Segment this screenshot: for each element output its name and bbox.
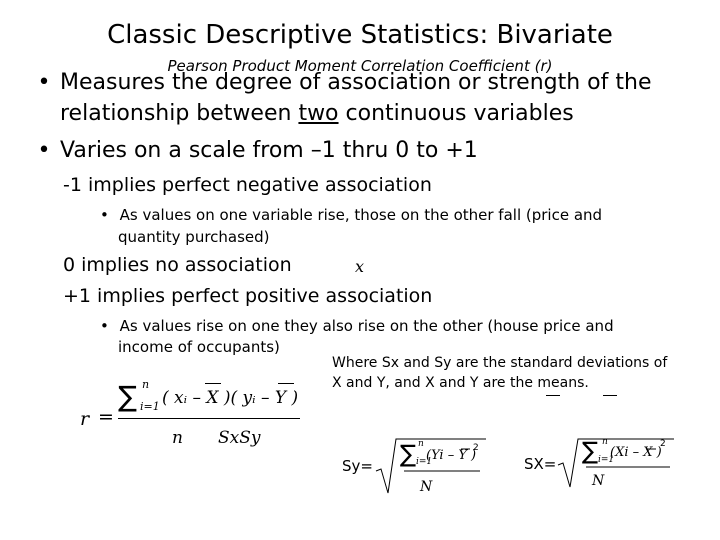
bullet-measures-line1: Measures the degree of association or strength of the (60, 70, 652, 95)
sx-term: (Xi – X ) (610, 445, 662, 460)
underlined-two: two (298, 101, 339, 126)
bullet-dot-icon: • (37, 70, 51, 95)
r-denominator-s: SxSy (218, 428, 261, 448)
formula-sy (340, 435, 490, 505)
line2-post: continuous variables (338, 101, 574, 126)
sy-power: 2 (473, 443, 479, 453)
r-denominator-n: n (172, 428, 183, 448)
sx-sigma-icon: ∑ (582, 437, 599, 465)
r-numerator: ( xᵢ – X )( yᵢ – Y ) (162, 388, 299, 408)
r-y-bar (278, 383, 294, 384)
bullet-scale-text: Varies on a scale from –1 thru 0 to +1 (60, 138, 478, 163)
r-sigma-upper: n (142, 378, 150, 391)
sy-lhs: Sy= (342, 457, 373, 475)
slide-subtitle: Pearson Product Moment Correlation Coefficient (r) (167, 57, 553, 75)
sy-sigma-lower: i=1 (416, 457, 433, 467)
positive-heading: +1 implies perfect positive association (63, 285, 433, 307)
formula-sx (522, 435, 682, 505)
slide-title: Classic Descriptive Statistics: Bivariate (107, 20, 613, 50)
sy-sigma-icon: ∑ (400, 440, 417, 468)
negative-detail-line2: quantity purchased) (118, 228, 270, 246)
r-sigma-icon: ∑ (118, 380, 137, 413)
r-equals: = (98, 406, 114, 428)
sx-denominator: N (592, 473, 605, 489)
bullet-measures-line2 (60, 101, 574, 126)
zero-heading: 0 implies no association (63, 254, 292, 276)
x-mean-bar (546, 395, 560, 396)
bullet-dot-icon: • (37, 138, 51, 163)
formula-r (60, 370, 320, 460)
sx-power: 2 (660, 439, 666, 449)
sy-denominator: N (420, 479, 433, 495)
sx-sigma-upper: n (602, 437, 608, 447)
sy-term: (Yi – Y ) (426, 448, 477, 463)
sx-lhs: SX= (524, 455, 557, 473)
stray-x-symbol: x (355, 257, 365, 276)
bullet-dot-icon: • (100, 317, 109, 335)
r-sigma-lower: i=1 (140, 400, 160, 413)
bullet-measures (28, 70, 652, 95)
r-lhs: r (80, 408, 90, 430)
sx-sigma-lower: i=1 (598, 455, 615, 465)
negative-heading: -1 implies perfect negative association (63, 174, 432, 196)
positive-detail-line1: As values rise on one they also rise on the other (house price and (119, 317, 614, 335)
bullet-scale (28, 138, 478, 163)
y-mean-bar (603, 395, 617, 396)
positive-detail (100, 317, 614, 335)
sy-sigma-upper: n (418, 439, 424, 449)
bullet-dot-icon: • (100, 206, 109, 224)
positive-detail-line2: income of occupants) (118, 338, 280, 356)
r-fraction-bar (118, 418, 300, 419)
line2-pre: relationship between (60, 101, 299, 126)
negative-detail (100, 206, 602, 224)
negative-detail-line1: As values on one variable rise, those on the other fall (price and (119, 206, 603, 224)
r-x-bar (205, 383, 221, 384)
where-note: Where Sx and Sy are the standard deviations of X and Y, and X and Y are the means. (332, 355, 668, 391)
